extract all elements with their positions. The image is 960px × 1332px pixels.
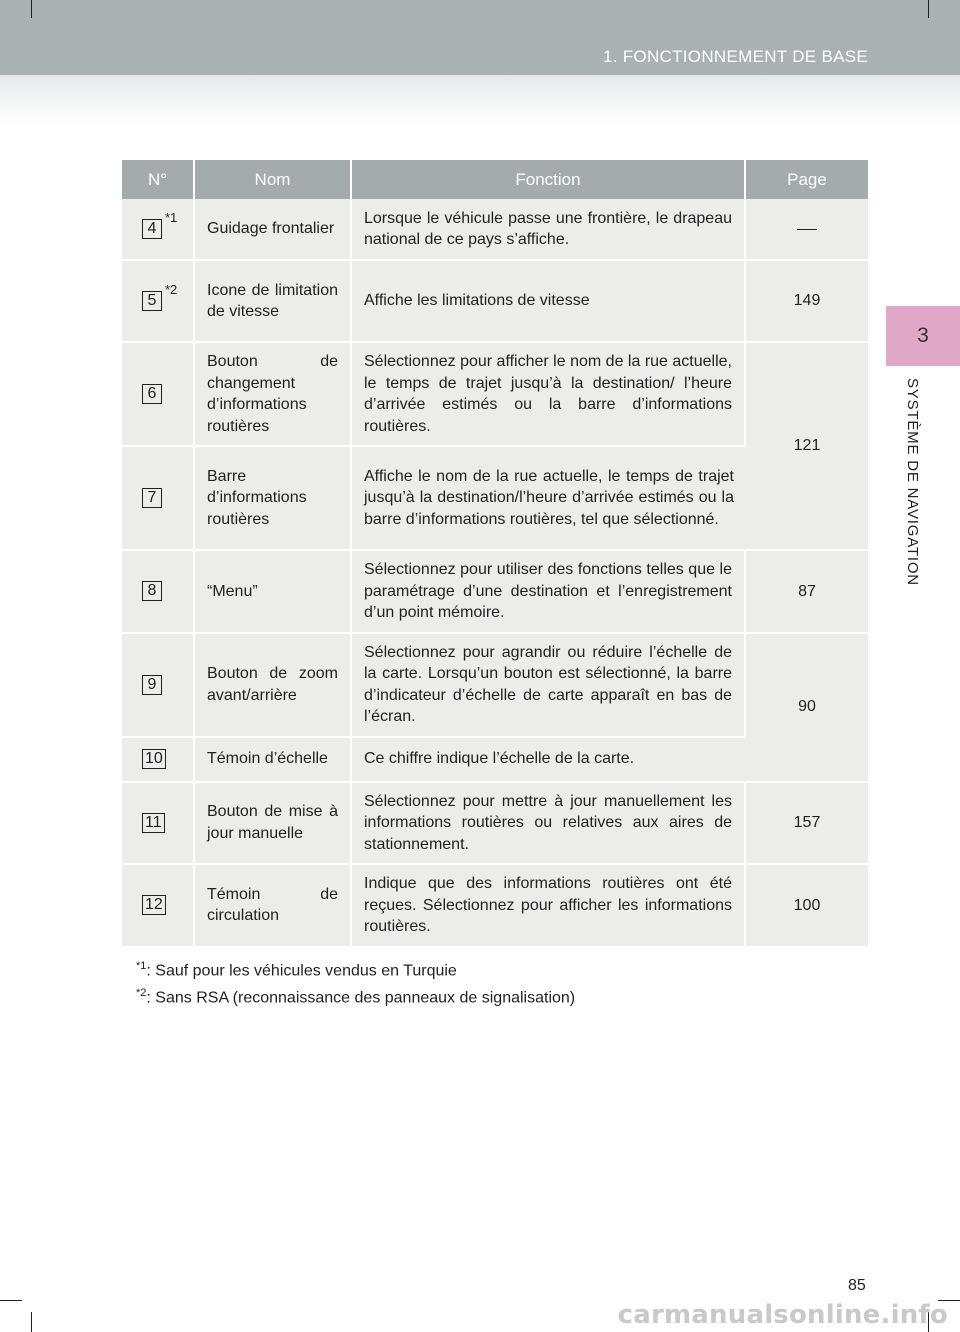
row-page: 157 (746, 783, 868, 866)
table-row (122, 343, 868, 447)
header-bar (0, 0, 960, 75)
table-row (122, 261, 868, 343)
crop-mark (0, 1300, 22, 1301)
row-number-cell (122, 865, 195, 948)
item-number-badge: 7 (142, 488, 162, 508)
item-number-badge: 10 (142, 749, 166, 769)
footnote-mark: *1 (165, 210, 178, 225)
footnote-text: : Sauf pour les véhicules vendus en Turquie (146, 962, 457, 980)
parts-table (122, 160, 868, 948)
row-page: 90 (746, 634, 868, 783)
crop-mark (31, 1312, 32, 1332)
row-number-cell (122, 738, 195, 783)
row-function: Affiche les limitations de vitesse (352, 261, 746, 343)
footnote-mark: *2 (165, 282, 178, 297)
row-number-cell (122, 199, 195, 261)
row-name: Icone de limitation de vitesse (195, 261, 352, 343)
row-name: Bouton de mise à jour manuelle (195, 783, 352, 866)
table-row (122, 551, 868, 634)
row-name: Témoin d’échelle (195, 738, 352, 783)
page-number: 85 (848, 1277, 866, 1294)
row-function: Sélectionnez pour mettre à jour manuellement les informations routières ou relatives aux aires de stationnement. (352, 783, 746, 866)
row-function: Indique que des informations routières ont été reçues. Sélectionnez pour afficher les informations routières. (352, 865, 746, 948)
dash-mark (797, 229, 817, 230)
chapter-title: SYSTÈME DE NAVIGATION (904, 378, 921, 586)
footnote-mark: *2 (136, 987, 147, 1000)
row-number-cell (122, 634, 195, 738)
row-page: 149 (746, 261, 868, 343)
col-header-no: N° (122, 160, 195, 199)
footnotes (136, 955, 575, 1010)
footnote-mark: *1 (136, 960, 147, 972)
col-header-nom: Nom (195, 160, 352, 199)
item-number-badge: 9 (142, 675, 162, 695)
row-number-cell (122, 551, 195, 634)
item-number-badge: 11 (142, 813, 165, 833)
table-row (122, 783, 868, 866)
header-shadow (0, 75, 960, 125)
row-name: Témoin de circulation (195, 865, 352, 948)
table-header-row (122, 160, 868, 199)
row-name: Bouton de zoom avant/arrière (195, 634, 352, 738)
row-number-cell (122, 783, 195, 866)
row-name: Bouton de changement d’informations routières (195, 343, 352, 447)
item-number-badge: 5 (142, 291, 162, 311)
item-number-badge: 8 (142, 581, 162, 601)
row-function: Lorsque le véhicule passe une frontière, le drapeau national de ce pays s’affiche. (352, 199, 746, 261)
row-function: Sélectionnez pour utiliser des fonctions telles que le paramétrage d’une destination et l’enregistrement d’un point mémoire. (352, 551, 746, 634)
table-row (122, 865, 868, 948)
row-page: 100 (746, 865, 868, 948)
row-function: Affiche le nom de la rue actuelle, le temps de trajet jusqu’à la destination/l’heure d’arrivée estimés ou la barre d’informations routières, tel que sélectionné. (352, 447, 746, 551)
section-title: 1. FONCTIONNEMENT DE BASE (602, 47, 868, 66)
row-function: Ce chiffre indique l’échelle de la carte. (352, 738, 746, 783)
col-header-fonction: Fonction (352, 160, 746, 199)
row-name: Barre d’informations routières (195, 447, 352, 551)
row-number-cell (122, 343, 195, 447)
row-page-none (746, 199, 868, 261)
row-page: 87 (746, 551, 868, 634)
row-number-cell (122, 261, 195, 343)
table-row (122, 199, 868, 261)
item-number-badge: 4 (142, 219, 162, 239)
row-function: Sélectionnez pour agrandir ou réduire l’échelle de la carte. Lorsqu’un bouton est sélectionné, la barre d’indicateur d’échelle de carte apparaît en bas de l’écran. (352, 634, 746, 738)
table-row (122, 634, 868, 738)
chapter-tab (886, 306, 960, 366)
footnote-text: : Sans RSA (reconnaissance des panneaux de signalisation) (146, 989, 576, 1007)
row-page: 121 (746, 343, 868, 551)
item-number-badge: 6 (142, 384, 162, 404)
watermark-text: carmanualsonline.info (617, 1300, 948, 1330)
crop-mark (928, 0, 929, 18)
footnote-1 (136, 955, 575, 982)
item-number-badge: 12 (142, 895, 166, 915)
col-header-page: Page (746, 160, 868, 199)
footnote-2 (136, 982, 575, 1009)
row-name: Guidage frontalier (195, 199, 352, 261)
row-function: Sélectionnez pour afficher le nom de la rue actuelle, le temps de trajet jusqu’à la destination/ l’heure d’arrivée estimés ou la barre d’informations routières. (352, 343, 746, 447)
row-number-cell (122, 447, 195, 551)
row-name: “Menu” (195, 551, 352, 634)
chapter-number: 3 (917, 324, 929, 347)
crop-mark (31, 0, 32, 18)
